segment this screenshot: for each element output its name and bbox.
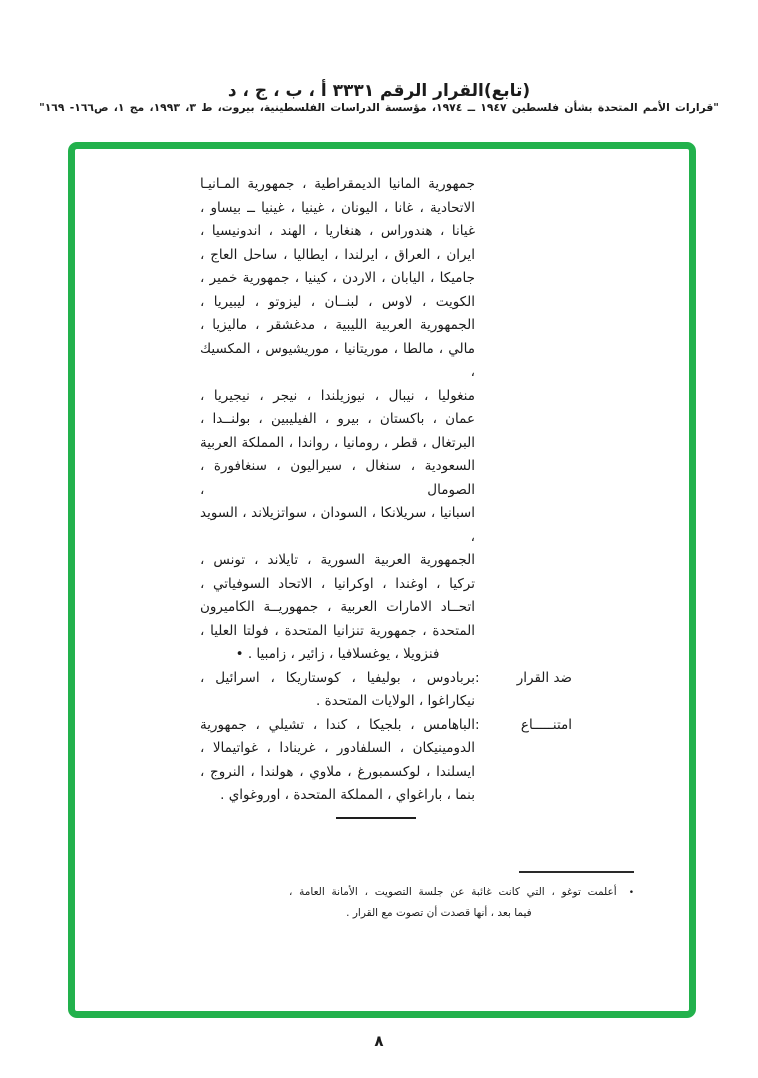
against-label [475, 667, 572, 714]
list-line: الكويت ، لاوس ، لبنــان ، ليزوتو ، ليبيريا ، [200, 293, 475, 310]
in-favor-country-list [200, 173, 475, 667]
list-line: السعودية ، سنغال ، سيراليون ، سنغافورة ، الصومال ، [200, 458, 475, 498]
against-section [200, 667, 572, 714]
list-line: جمهورية المانيا الديمقراطية ، جمهورية المـانيـا [200, 176, 475, 192]
list-line: المتحدة ، جمهورية تنزانيا المتحدة ، فولتا العليا ، [200, 622, 475, 639]
list-line: الجمهورية العربية الليبية ، مدغشقر ، ماليزيا ، [200, 317, 475, 333]
list-line: الباهامس ، بلجيكا ، كندا ، تشيلي ، جمهورية [200, 716, 475, 733]
list-line: بنما ، باراغواي ، المملكة المتحدة ، اوروغواي . [220, 787, 475, 803]
list-line: اتحــاد الامارات العربية ، جمهوريــة الكاميرون [200, 599, 475, 615]
page-number: ٨ [374, 1032, 384, 1050]
list-line: جاميكا ، اليابان ، الاردن ، كينيا ، جمهورية خمير ، [200, 270, 475, 286]
green-frame [68, 142, 696, 1018]
footnote-marker: • [628, 888, 634, 898]
document-body [200, 173, 572, 819]
list-line: تركيا ، اوغندا ، اوكرانيا ، الاتحاد السوفياتي ، [200, 575, 475, 592]
list-line: بربادوس ، بوليفيا ، كوستاريكا ، اسرائيل ، [200, 669, 475, 686]
abstain-label-text: امتنـــــاع [520, 716, 572, 733]
footnote-block [289, 871, 634, 924]
abstain-label [475, 714, 572, 808]
abstain-section [200, 714, 572, 808]
list-line: ايران ، العراق ، ايرلندا ، ايطاليا ، ساحل العاج ، [200, 246, 475, 263]
abstain-country-list [200, 714, 475, 808]
list-line: نيكاراغوا ، الولايات المتحدة . [315, 693, 475, 709]
source-citation: "قرارات الأمم المتحدة بشأن فلسطين ١٩٤٧ ــ ١٩٧٤، مؤسسة الدراسات الفلسطينية، بيروت، ط ٣، ١٩٩٣، مج ١، ص١٦٦- ١٦٩" [39, 101, 719, 114]
list-line: عمان ، باكستان ، بيرو ، الفيليبين ، بولنــدا ، [200, 411, 475, 427]
list-line: الجمهورية العربية السورية ، تايلاند ، تونس ، [200, 552, 475, 568]
list-line: الدومينيكان ، السلفادور ، غرينادا ، غواتيمالا ، [200, 740, 475, 756]
against-label-text: ضد القرار [516, 669, 572, 686]
footnote-line: أعلمت توغو ، التي كانت غائبة عن جلسة التصويت ، الأمانة العامة ، [289, 886, 617, 898]
list-line: اسبانيا ، سريلانكا ، السودان ، سواتزيلاند ، السويد ، [200, 505, 475, 545]
against-country-list [200, 667, 475, 714]
list-line: غيانا ، هندوراس ، هنغاريا ، الهند ، اندونيسيا ، [200, 223, 475, 239]
list-line: البرتغال ، قطر ، رومانيا ، رواندا ، المملكة العربية [200, 434, 475, 451]
list-line-with-footnote-mark: فنزويلا ، يوغسلافيا ، زائير ، زامبيا . • [235, 646, 440, 662]
section-end-divider [336, 817, 416, 819]
footnote-line: فيما بعد ، أنها قصدت أن تصوت مع القرار . [346, 907, 532, 919]
footnote-divider [519, 871, 634, 873]
list-line: الاتحادية ، غانا ، اليونان ، غينيا ، غينيا ــ بيساو ، [200, 199, 475, 216]
list-line: مالي ، مالطا ، موريتانيا ، موريشيوس ، المكسيك ، [200, 340, 475, 380]
page-title: (تابع)القرار الرقم ٣٣٣١ أ ، ب ، ج ، د [227, 81, 531, 102]
list-line: منغوليا ، نيبال ، نيوزيلندا ، نيجر ، نيجيريا ، [200, 387, 475, 404]
footnote-text [289, 882, 617, 924]
against-label-colon: : [475, 669, 480, 686]
abstain-label-colon: : [475, 716, 480, 733]
list-line: ايسلندا ، لوكسمبورغ ، ملاوي ، هولندا ، النروج ، [200, 763, 475, 780]
